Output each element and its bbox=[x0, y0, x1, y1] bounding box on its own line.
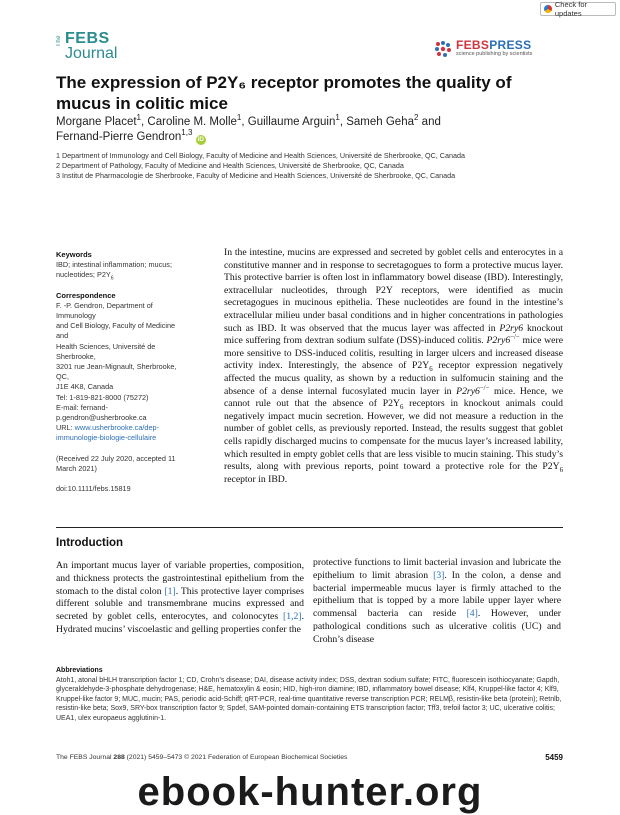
intro-text: protective functions to limit bacterial invasion and lubricate the epithelium to limit abrasion bbox=[313, 557, 561, 581]
abstract-genotype: P2ry6 bbox=[456, 385, 480, 397]
author-name: Guillaume Arguin bbox=[247, 116, 336, 128]
abbreviations-heading: Abbreviations bbox=[56, 667, 103, 674]
abstract-text: receptor expression negatively affected the mucus quality, as shown by a reduction in sulfomucin staining and the absence of a dense internal fucosylated mucin layer in bbox=[224, 360, 564, 397]
author-sep: , bbox=[339, 116, 347, 128]
citation-link[interactable]: [4] bbox=[466, 608, 478, 620]
affiliation-1: 1 Department of Immunology and Cell Biology, Faculty of Medicine and Health Sciences, Université de Sherbrooke, QC, Canada bbox=[56, 151, 465, 160]
correspondence-line: Tel: 1-819-821-8000 (75272) bbox=[56, 392, 149, 402]
correspondence-line: and Cell Biology, Faculty of Medicine and bbox=[56, 321, 176, 341]
febs-press-name bbox=[456, 38, 531, 52]
febs-press-name-a: FEBS bbox=[456, 38, 490, 52]
abbreviations bbox=[56, 666, 563, 724]
keywords-line-2: nucleotides; P2Y bbox=[56, 270, 111, 280]
author-sep: and bbox=[418, 116, 441, 128]
author bbox=[56, 128, 193, 143]
author-affil-sup: 1,3 bbox=[181, 128, 193, 138]
page-number: 5459 bbox=[545, 753, 563, 762]
abstract-text: mice. Hence, we cannot rule out that the absence of P2Y bbox=[224, 385, 563, 410]
journal-logo bbox=[56, 30, 122, 66]
citation-link[interactable]: [1,2] bbox=[283, 611, 302, 623]
correspondence-url bbox=[56, 423, 188, 443]
febs-press-logo bbox=[434, 38, 560, 62]
abstract-genotype: P2ry6 bbox=[486, 335, 511, 347]
article-title: The expression of P2Y₆ receptor promotes the quality of mucus in colitic mice bbox=[56, 73, 512, 113]
page-footer bbox=[56, 754, 563, 764]
author bbox=[147, 113, 248, 128]
check-for-updates-button[interactable] bbox=[540, 2, 616, 16]
febs-press-dots-icon bbox=[434, 40, 452, 58]
intro-text: . In the colon, a dense and bacterial impermeable mucus layer is firmly attached to the epithelium that is topped by a more labile upper layer where commensal bacteria can reside bbox=[313, 569, 561, 620]
affiliation-3: 3 Institut de Pharmacologie de Sherbrooke, Faculty of Medicine and Health Sciences, Université de Sherbrooke, QC, Canada bbox=[56, 171, 456, 180]
abstract-gene-name: P2ry6 bbox=[499, 322, 524, 334]
author-name: Morgane Placet bbox=[56, 116, 137, 128]
abstract-subscript: 6 bbox=[400, 404, 404, 412]
url-label: URL: bbox=[56, 423, 75, 433]
intro-text: . Hydrated mucins’ viscoelastic and gelling properties confer the bbox=[56, 611, 304, 635]
check-for-updates-label: Check for updates bbox=[554, 0, 587, 18]
correspondence-line: J1E 4K8, Canada bbox=[56, 382, 114, 392]
section-divider bbox=[56, 527, 563, 528]
abstract-genotype-sup: −/− bbox=[479, 384, 490, 392]
footer-copyright: (2021) 5459–5473 © 2021 Federation of European Biochemical Societies bbox=[124, 754, 348, 761]
abstract-text: In the intestine, mucins are expressed and secreted by goblet cells and enterocytes in a constitutive manner and in response to secretagogues to form a protective mucus layer. This protective barrier is often lost in inflammatory bowel disease (IBD). Interestingly, extracellular nucleotides, through P2Y receptors, were identified as mucin secretagogues in mucinous epithelia. These nucleotides are found in the intestine’s extracellular milieu under basal conditions and in higher concentrations in pathologies such as IBD. It was observed that the mucus layer was affected in bbox=[224, 247, 563, 334]
author-affil-sup: 1 bbox=[335, 113, 340, 123]
crossmark-icon bbox=[544, 5, 552, 13]
intro-text: An important mucus layer of variable properties, composition, and thickness protects the gastrointestinal epithelium from the stomach to the distal colon bbox=[56, 560, 304, 597]
author-name: Fernand-Pierre Gendron bbox=[56, 131, 182, 143]
author bbox=[346, 113, 441, 128]
correspondence-line: 3201 rue Jean-Mignault, Sherbrooke, QC, bbox=[56, 362, 177, 382]
abstract-text: receptor in IBD. bbox=[224, 473, 288, 485]
intro-column-right bbox=[313, 557, 561, 647]
intro-text: . This protective layer comprises different soluble and transmembrane mucins expressed and secreted by goblet cells, enterocytes, and colonocytes bbox=[56, 585, 304, 623]
keywords-subscript: 6 bbox=[110, 275, 114, 282]
author-sep: , bbox=[241, 116, 248, 128]
citation-link[interactable]: [1] bbox=[164, 585, 176, 597]
author bbox=[56, 113, 148, 128]
orcid-icon[interactable]: iD bbox=[197, 136, 204, 143]
abstract-text: receptors in knockout animals could negatively impact mucin secretion. However, we did not measure a reduction in the number of goblet cells, as previously reported. Instead, the results suggest that goblet cells rapidly discharged mucins to compensate for the mucus layer’s increased lability, which resulted in empty goblet cells that are less visible to mucin staining. This study’s results, along with previous reports, point toward a protective role for the P2Y bbox=[224, 398, 564, 473]
febs-press-tagline: science publishing by scientists bbox=[456, 51, 533, 57]
correspondence-email[interactable]: E-mail: fernand-p.gendron@usherbrooke.ca bbox=[56, 402, 147, 423]
keywords-heading: Keywords bbox=[56, 250, 92, 259]
correspondence-heading: Correspondence bbox=[56, 290, 116, 300]
abbreviations-text: Atoh1, atonal bHLH transcription factor 1; CD, Crohn’s disease; DAI, disease activity index; DSS, dextran sodium sulfate; FITC, fluorescein isothiocyanate; Gapdh, glyceraldehyde-3-phosphate dehydrogenase; H&E, hematoxylin & eosin; HID, high-iron diamine; IBD, inflammatory bowel disease; Klf4, Kruppel-like factor 4; Klf9, Kruppel-like factor 9; MUC, mucin; PAS, periodic acid-Schiff; qRT-PCR, real-time quantitative reverse transcription PCR; RELMβ, resistin-like beta (protein); Retnlb, resistin-like beta; Sox9, SRY-box transcription factor 9; Spdef, SAM-pointed domain-containing ETS transcription factor; Tff3, trefoil factor 3; UC, ulcerative colitis; UEA1, ulex europaeus agglutinin-1. bbox=[56, 676, 562, 722]
url-link-part-2[interactable]: immunologie-biologie-cellulaire bbox=[56, 433, 157, 443]
correspondence-line: F. -P. Gendron, Department of Immunology bbox=[56, 300, 153, 321]
author-name: Caroline M. Molle bbox=[147, 116, 237, 128]
keywords-line-1: IBD; intestinal inflammation; mucus; bbox=[56, 260, 172, 270]
citation-link[interactable]: [3] bbox=[433, 569, 445, 581]
abstract-subscript: 6 bbox=[429, 366, 433, 374]
author bbox=[247, 113, 347, 128]
correspondence-line: Health Sciences, Université de Sherbrooke, bbox=[56, 341, 156, 361]
affiliation-2: 2 Department of Pathology, Faculty of Medicine and Health Sciences, Université de Sherbrooke, QC, Canada bbox=[56, 161, 404, 170]
author-name: Sameh Geha bbox=[346, 116, 414, 128]
author-affil-sup: 2 bbox=[414, 113, 419, 123]
footer-journal: The FEBS Journal bbox=[56, 754, 114, 761]
received-dates: (Received 22 July 2020, accepted 11 March 2021) bbox=[56, 453, 176, 473]
watermark: ebook-hunter.org bbox=[137, 770, 483, 814]
journal-logo-sub: Journal bbox=[65, 45, 118, 62]
journal-logo-name: FEBS bbox=[65, 30, 110, 47]
url-link-part-1[interactable]: www.usherbrooke.ca/dep- bbox=[74, 423, 160, 433]
abstract bbox=[224, 247, 563, 486]
author-affil-sup: 1 bbox=[136, 113, 142, 123]
febs-press-name-b: PRESS bbox=[489, 38, 532, 52]
journal-logo-the: The bbox=[56, 35, 62, 47]
abstract-subscript: 6 bbox=[559, 467, 563, 475]
abstract-genotype-sup: −/− bbox=[510, 333, 520, 341]
author-list bbox=[56, 115, 576, 145]
author-affil-sup: 1 bbox=[236, 113, 242, 123]
keywords-text bbox=[56, 260, 188, 280]
introduction-heading: Introduction bbox=[56, 537, 124, 549]
abstract-text: mice were more sensitive to DSS-induced colitis, resulting in larger ulcers and increased disease activity index. Interestingly, the absence of P2Y bbox=[224, 335, 563, 372]
intro-text: . However, under pathological conditions such as ulcerative colitis (UC) and Crohn’s disease bbox=[313, 608, 561, 645]
abstract-text: knockout mice suffering from dextran sodium sulfate (DSS)-induced colitis. bbox=[224, 322, 564, 347]
intro-column-left bbox=[56, 560, 304, 637]
author-sep: , bbox=[141, 116, 148, 128]
footer-volume: 288 bbox=[113, 754, 125, 761]
doi[interactable]: doi:10.1111/febs.15819 bbox=[56, 484, 131, 494]
article-sidebar bbox=[56, 250, 188, 494]
